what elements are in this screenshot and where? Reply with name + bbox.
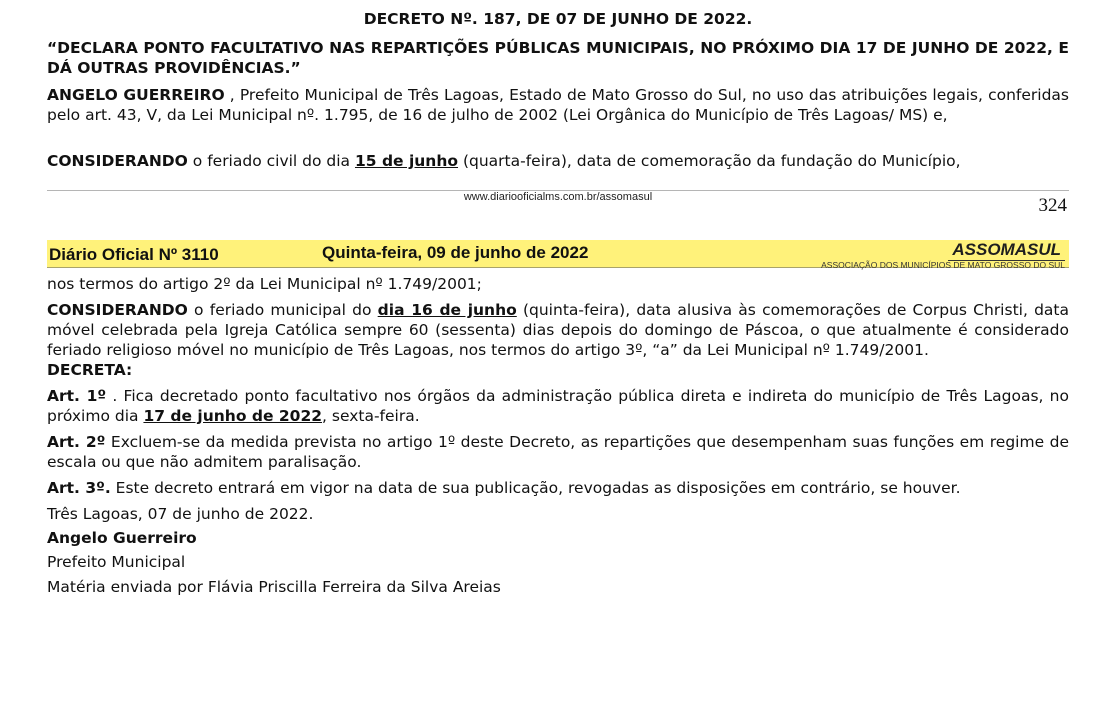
article-2 bbox=[47, 432, 1069, 472]
considerando-2-label: CONSIDERANDO bbox=[47, 301, 188, 319]
considerando-2-post: (quinta-feira), data alusiva às comemorações de Corpus Christi, data móvel celebrada pela Igreja Católica sempre 60 (sessenta) dias depois do domingo de Páscoa, o que atualmente é considerado feriado religioso móvel no município de Três Lagoas, nos termos do artigo 3º, “a” da Lei Municipal nº 1.749/2001. bbox=[47, 301, 1069, 359]
gazette-header bbox=[47, 240, 1069, 268]
sent-by: Matéria enviada por Flávia Priscilla Ferreira da Silva Areias bbox=[47, 578, 501, 596]
considerando-2-date: dia 16 de junho bbox=[377, 301, 517, 319]
considerando-1-post: (quarta-feira), data de comemoração da fundação do Município, bbox=[458, 152, 961, 170]
article-1-label: Art. 1º bbox=[47, 387, 107, 405]
decreta-heading: DECRETA: bbox=[47, 361, 133, 379]
article-3-label: Art. 3º. bbox=[47, 479, 111, 497]
issue-number: Diário Oficial Nº 3110 bbox=[49, 245, 219, 264]
article-1-pre: . Fica decretado ponto facultativo nos órgãos da administração pública direta e indireta do município de Três Lagoas, no próximo dia bbox=[47, 387, 1069, 425]
preamble-text: , Prefeito Municipal de Três Lagoas, Estado de Mato Grosso do Sul, no uso das atribuições legais, conferidas pelo art. 43, V, da Lei Municipal nº. 1.795, de 16 de julho de 2002 (Lei Orgânica do Município de Três Lagoas/ MS) e, bbox=[47, 86, 1069, 124]
issue-date: Quinta-feira, 09 de junho de 2022 bbox=[322, 243, 589, 262]
article-3 bbox=[47, 478, 1069, 498]
article-2-label: Art. 2º bbox=[47, 433, 106, 451]
preamble-paragraph bbox=[47, 85, 1069, 125]
considerando-1-continuation: nos termos do artigo 2º da Lei Municipal nº 1.749/2001; bbox=[47, 275, 482, 293]
logo-subtitle: ASSOCIAÇÃO DOS MUNICÍPIOS DE MATO GROSSO DO SUL bbox=[821, 260, 1065, 270]
signer-name: Angelo Guerreiro bbox=[47, 529, 197, 547]
decree-title: DECRETO Nº. 187, DE 07 DE JUNHO DE 2022. bbox=[363, 10, 753, 28]
footer-url: www.diariooficialms.com.br/assomasul bbox=[463, 191, 653, 203]
page-number: 324 bbox=[1038, 195, 1067, 216]
place-date: Três Lagoas, 07 de junho de 2022. bbox=[47, 505, 314, 523]
considerando-1 bbox=[47, 151, 1069, 171]
decree-body bbox=[47, 274, 1069, 597]
assomasul-logo bbox=[821, 240, 1065, 270]
considerando-1-pre: o feriado civil do dia bbox=[187, 152, 355, 170]
article-2-text: Excluem-se da medida prevista no artigo 1º deste Decreto, as repartições que desempenham suas funções em regime de escala ou que não admitem paralisação. bbox=[47, 433, 1069, 471]
decree-ementa: “DECLARA PONTO FACULTATIVO NAS REPARTIÇÕES PÚBLICAS MUNICIPAIS, NO PRÓXIMO DIA 17 DE JUNHO DE 2022, E DÁ OUTRAS PROVIDÊNCIAS.” bbox=[47, 39, 1069, 77]
article-1 bbox=[47, 386, 1069, 426]
logo-name: ASSOMASUL bbox=[948, 240, 1065, 261]
article-1-post: , sexta-feira. bbox=[322, 407, 420, 425]
article-3-text: Este decreto entrará em vigor na data de sua publicação, revogadas as disposições em contrário, se houver. bbox=[110, 479, 961, 497]
considerando-1-label: CONSIDERANDO bbox=[47, 152, 188, 170]
considerando-2-pre: o feriado municipal do bbox=[187, 301, 378, 319]
considerando-2 bbox=[47, 300, 1069, 360]
author-name: ANGELO GUERREIRO bbox=[47, 86, 225, 104]
considerando-1-date: 15 de junho bbox=[354, 152, 459, 170]
article-1-date: 17 de junho de 2022 bbox=[143, 407, 323, 425]
signer-role: Prefeito Municipal bbox=[47, 553, 186, 571]
